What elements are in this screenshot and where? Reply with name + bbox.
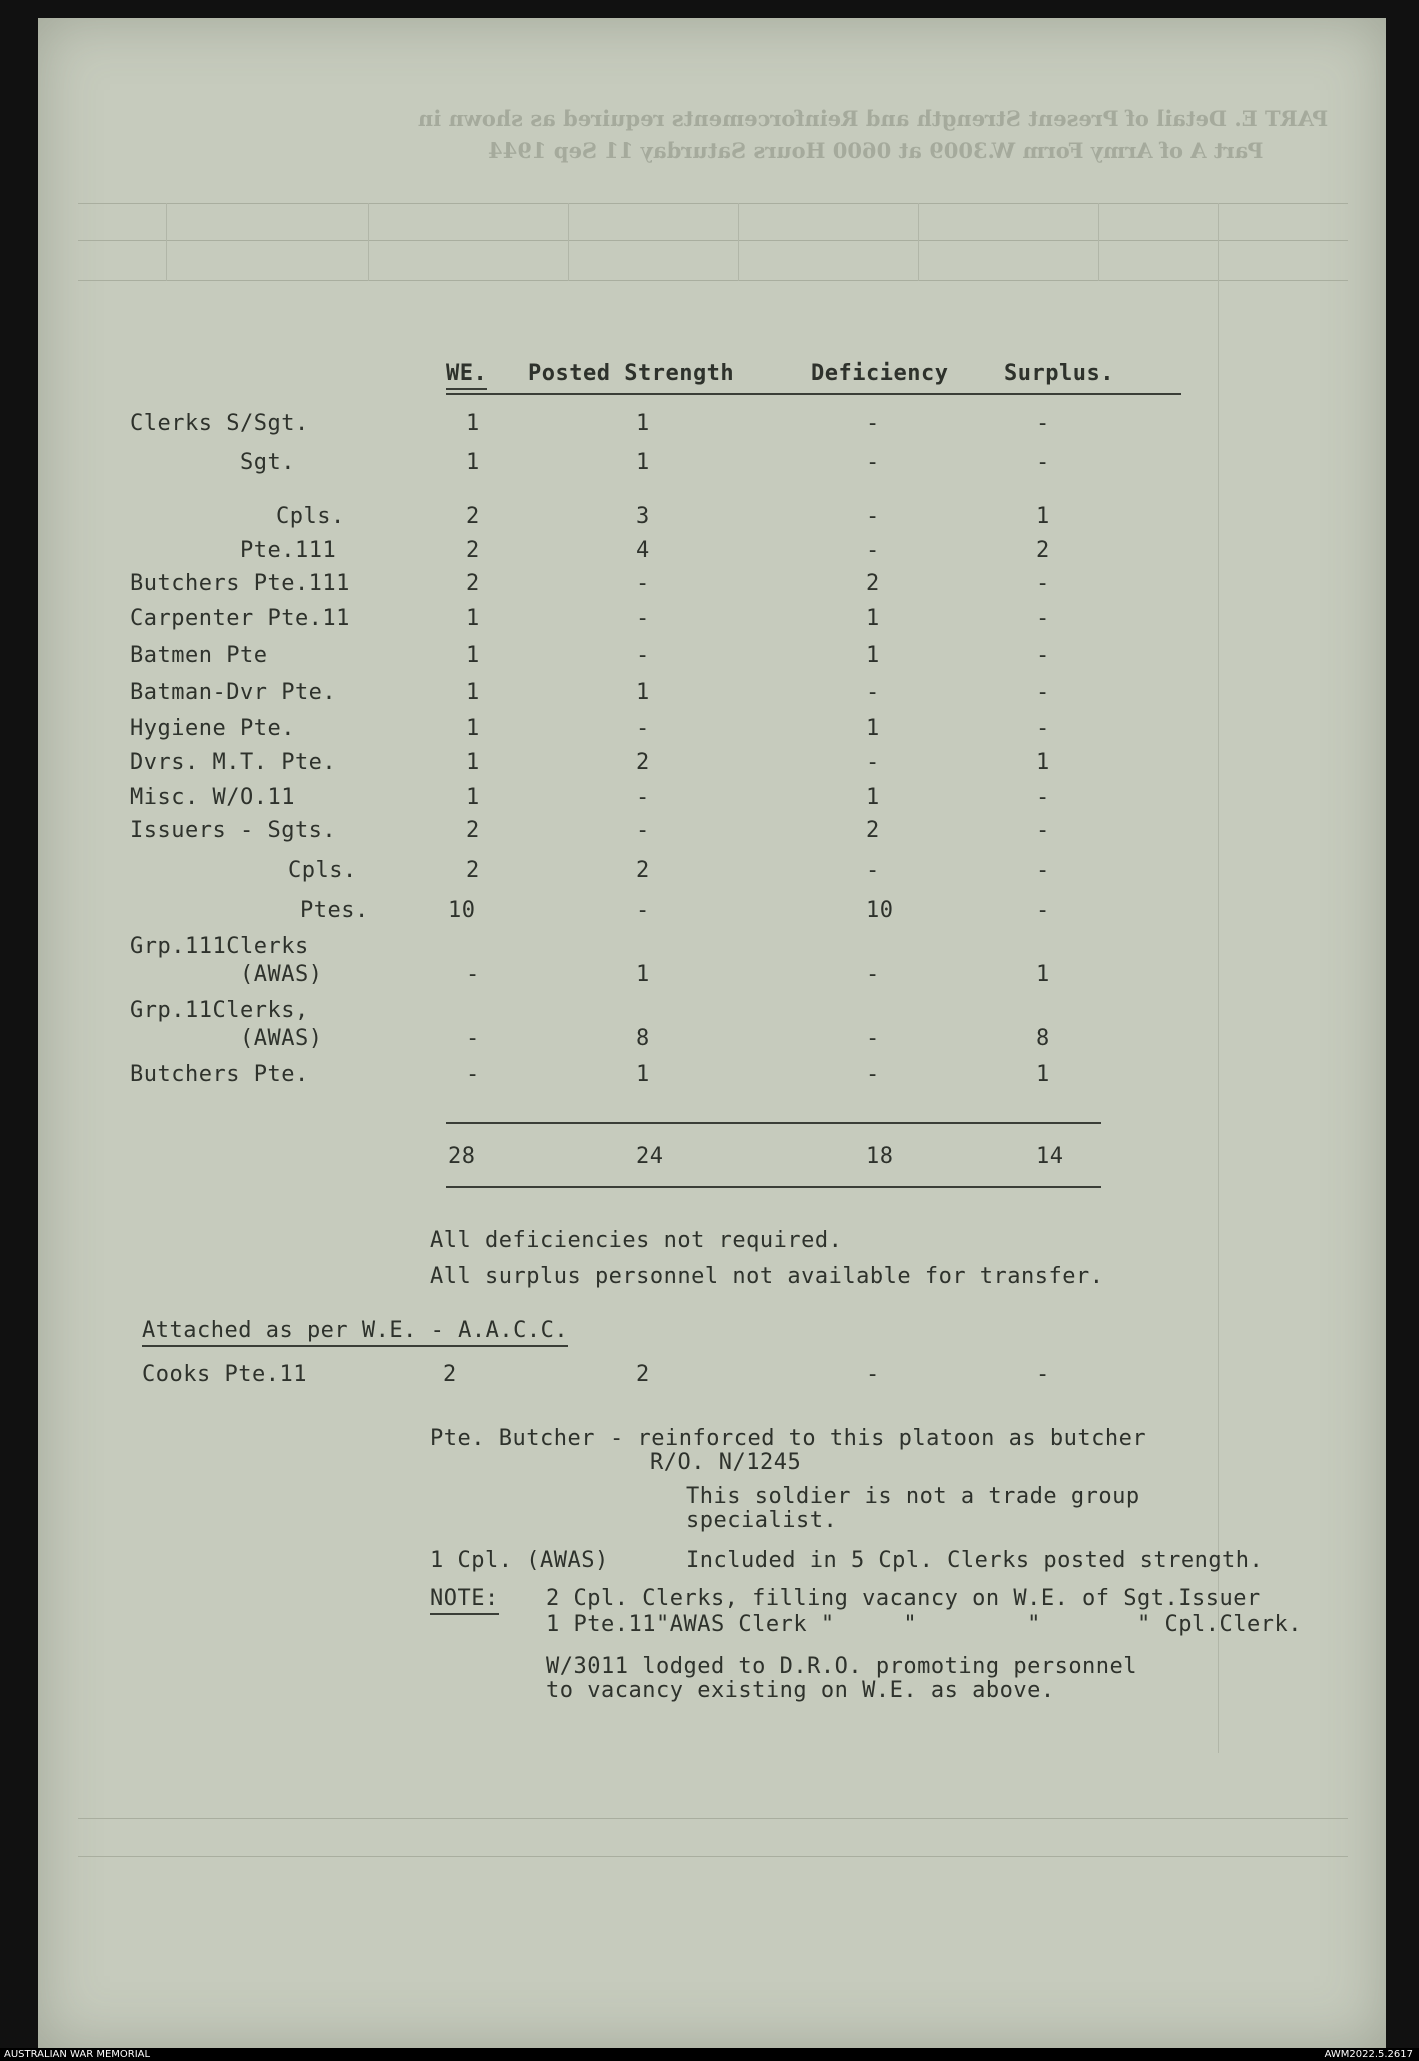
cpl-label: 1 Cpl. (AWAS) (430, 1548, 609, 1573)
butcher-line2: R/O. N/1245 (650, 1450, 802, 1475)
row-we: - (466, 962, 480, 987)
row-label: Ptes. (300, 898, 369, 923)
note-label: NOTE: (430, 1586, 499, 1615)
row-surplus: - (1036, 680, 1050, 705)
row-posted: - (636, 785, 650, 810)
cpl-text: Included in 5 Cpl. Clerks posted strength. (686, 1548, 1264, 1573)
attached-deficiency: - (866, 1362, 880, 1387)
row-surplus: - (1036, 858, 1050, 883)
header-deficiency: Deficiency (811, 361, 949, 386)
row-deficiency: - (866, 750, 880, 775)
footer-left: AUSTRALIAN WAR MEMORIAL (4, 2049, 151, 2060)
row-surplus: - (1036, 785, 1050, 810)
row-deficiency: 1 (866, 785, 880, 810)
row-label: Carpenter Pte.11 (130, 606, 350, 631)
row-surplus: 8 (1036, 1026, 1050, 1051)
row-surplus: - (1036, 571, 1050, 596)
row-we: - (466, 1062, 480, 1087)
row-posted: 2 (636, 750, 650, 775)
header-surplus: Surplus. (1004, 361, 1114, 386)
butcher-line1: - reinforced to this platoon as butcher (610, 1426, 1147, 1451)
row-surplus: - (1036, 818, 1050, 843)
header-we: WE. (446, 361, 487, 390)
row-posted: 1 (636, 680, 650, 705)
row-label: Cpls. (288, 858, 357, 883)
row-posted: - (636, 818, 650, 843)
row-deficiency: - (866, 962, 880, 987)
row-deficiency: - (866, 538, 880, 563)
row-surplus: - (1036, 898, 1050, 923)
row-deficiency: - (866, 1026, 880, 1051)
row-deficiency: - (866, 680, 880, 705)
note-line1: 2 Cpl. Clerks, filling vacancy on W.E. of Sgt.Issuer (546, 1586, 1261, 1611)
row-surplus: 1 (1036, 504, 1050, 529)
row-label: Cpls. (276, 504, 345, 529)
ghost-rule (78, 240, 1348, 241)
row-we: 1 (466, 680, 480, 705)
row-deficiency: - (866, 858, 880, 883)
row-deficiency: 1 (866, 606, 880, 631)
total-deficiency: 18 (866, 1144, 894, 1169)
attached-heading: Attached as per W.E. - A.A.C.C. (142, 1318, 568, 1347)
ghost-rule (738, 203, 739, 281)
row-we: 1 (466, 716, 480, 741)
row-label: Batman-Dvr Pte. (130, 680, 337, 705)
row-deficiency: 1 (866, 716, 880, 741)
row-surplus: 1 (1036, 962, 1050, 987)
row-posted: - (636, 571, 650, 596)
row-posted: - (636, 898, 650, 923)
row-posted: 1 (636, 450, 650, 475)
butcher-line3: This soldier is not a trade group (686, 1484, 1140, 1509)
row-label: Grp.111Clerks (130, 934, 309, 959)
row-deficiency: 10 (866, 898, 894, 923)
archive-footer (0, 2048, 1419, 2061)
attached-surplus: - (1036, 1362, 1050, 1387)
ghost-rule (368, 203, 369, 281)
row-posted: 1 (636, 1062, 650, 1087)
row-we: 1 (466, 606, 480, 631)
row-label: Butchers Pte.111 (130, 571, 350, 596)
row-we: 2 (466, 858, 480, 883)
butcher-line4: specialist. (686, 1508, 838, 1533)
note-line4: to vacancy existing on W.E. as above. (546, 1678, 1055, 1703)
ghost-rule (918, 203, 919, 281)
row-label: Hygiene Pte. (130, 716, 295, 741)
row-deficiency: - (866, 411, 880, 436)
row-we: 2 (466, 504, 480, 529)
form-header-line1: PART E. Detail of Present Strength and Reinforcements required as shown in (418, 106, 1329, 131)
ghost-rule (78, 1856, 1348, 1857)
row-posted: 8 (636, 1026, 650, 1051)
row-label-sub: (AWAS) (240, 1026, 323, 1051)
header-underline (446, 393, 1181, 395)
row-label: Pte.111 (240, 538, 337, 563)
row-deficiency: 2 (866, 818, 880, 843)
row-we: 10 (448, 898, 476, 923)
row-we: 2 (466, 538, 480, 563)
footer-right: AWM2022.5.2617 (1324, 2049, 1413, 2060)
row-surplus: - (1036, 411, 1050, 436)
row-we: 1 (466, 643, 480, 668)
row-deficiency: 2 (866, 571, 880, 596)
row-deficiency: - (866, 450, 880, 475)
row-surplus: - (1036, 450, 1050, 475)
row-we: 2 (466, 571, 480, 596)
row-posted: - (636, 716, 650, 741)
row-posted: 1 (636, 962, 650, 987)
row-label: Butchers Pte. (130, 1062, 309, 1087)
row-we: - (466, 1026, 480, 1051)
note-line2: 1 Pte.11"AWAS Clerk " " " " Cpl.Clerk. (546, 1612, 1302, 1637)
row-surplus: - (1036, 643, 1050, 668)
ghost-rule (1218, 203, 1219, 1753)
row-surplus: 2 (1036, 538, 1050, 563)
row-surplus: 1 (1036, 1062, 1050, 1087)
ghost-rule (568, 203, 569, 281)
row-label-sub: (AWAS) (240, 962, 323, 987)
row-surplus: 1 (1036, 750, 1050, 775)
row-label: Misc. W/O.11 (130, 785, 295, 810)
row-label: Batmen Pte (130, 643, 268, 668)
row-surplus: - (1036, 716, 1050, 741)
row-label: Clerks S/Sgt. (130, 411, 309, 436)
attached-we: 2 (443, 1362, 457, 1387)
header-posted-strength: Posted Strength (528, 361, 735, 386)
row-surplus: - (1036, 606, 1050, 631)
row-posted: 4 (636, 538, 650, 563)
row-label: Sgt. (240, 450, 295, 475)
row-posted: - (636, 643, 650, 668)
remark-surplus: All surplus personnel not available for transfer. (430, 1264, 1104, 1289)
row-label: Dvrs. M.T. Pte. (130, 750, 337, 775)
row-we: 1 (466, 785, 480, 810)
row-posted: 3 (636, 504, 650, 529)
row-we: 1 (466, 750, 480, 775)
ghost-rule (1098, 203, 1099, 281)
remark-deficiencies: All deficiencies not required. (430, 1228, 843, 1253)
total-posted: 24 (636, 1144, 664, 1169)
attached-posted: 2 (636, 1362, 650, 1387)
total-surplus: 14 (1036, 1144, 1064, 1169)
total-we: 28 (448, 1144, 476, 1169)
ghost-rule (166, 203, 167, 281)
row-posted: - (636, 606, 650, 631)
row-we: 1 (466, 411, 480, 436)
ghost-rule (78, 1818, 1348, 1819)
document-page (38, 18, 1386, 2048)
ghost-rule (78, 280, 1348, 281)
totals-rule-top (446, 1122, 1101, 1124)
row-deficiency: - (866, 504, 880, 529)
attached-label: Cooks Pte.11 (142, 1362, 307, 1387)
totals-rule-bottom (446, 1186, 1101, 1188)
row-posted: 2 (636, 858, 650, 883)
row-deficiency: 1 (866, 643, 880, 668)
note-line3: W/3011 lodged to D.R.O. promoting personnel (546, 1654, 1138, 1679)
row-posted: 1 (636, 411, 650, 436)
ghost-rule (78, 203, 1348, 204)
row-label: Issuers - Sgts. (130, 818, 337, 843)
butcher-label: Pte. Butcher (430, 1426, 595, 1451)
row-deficiency: - (866, 1062, 880, 1087)
row-label: Grp.11Clerks, (130, 998, 309, 1023)
form-header-line2: Part A of Army Form W.3009 at 0600 Hours Saturday 11 Sep 1944 (488, 138, 1264, 163)
row-we: 2 (466, 818, 480, 843)
row-we: 1 (466, 450, 480, 475)
